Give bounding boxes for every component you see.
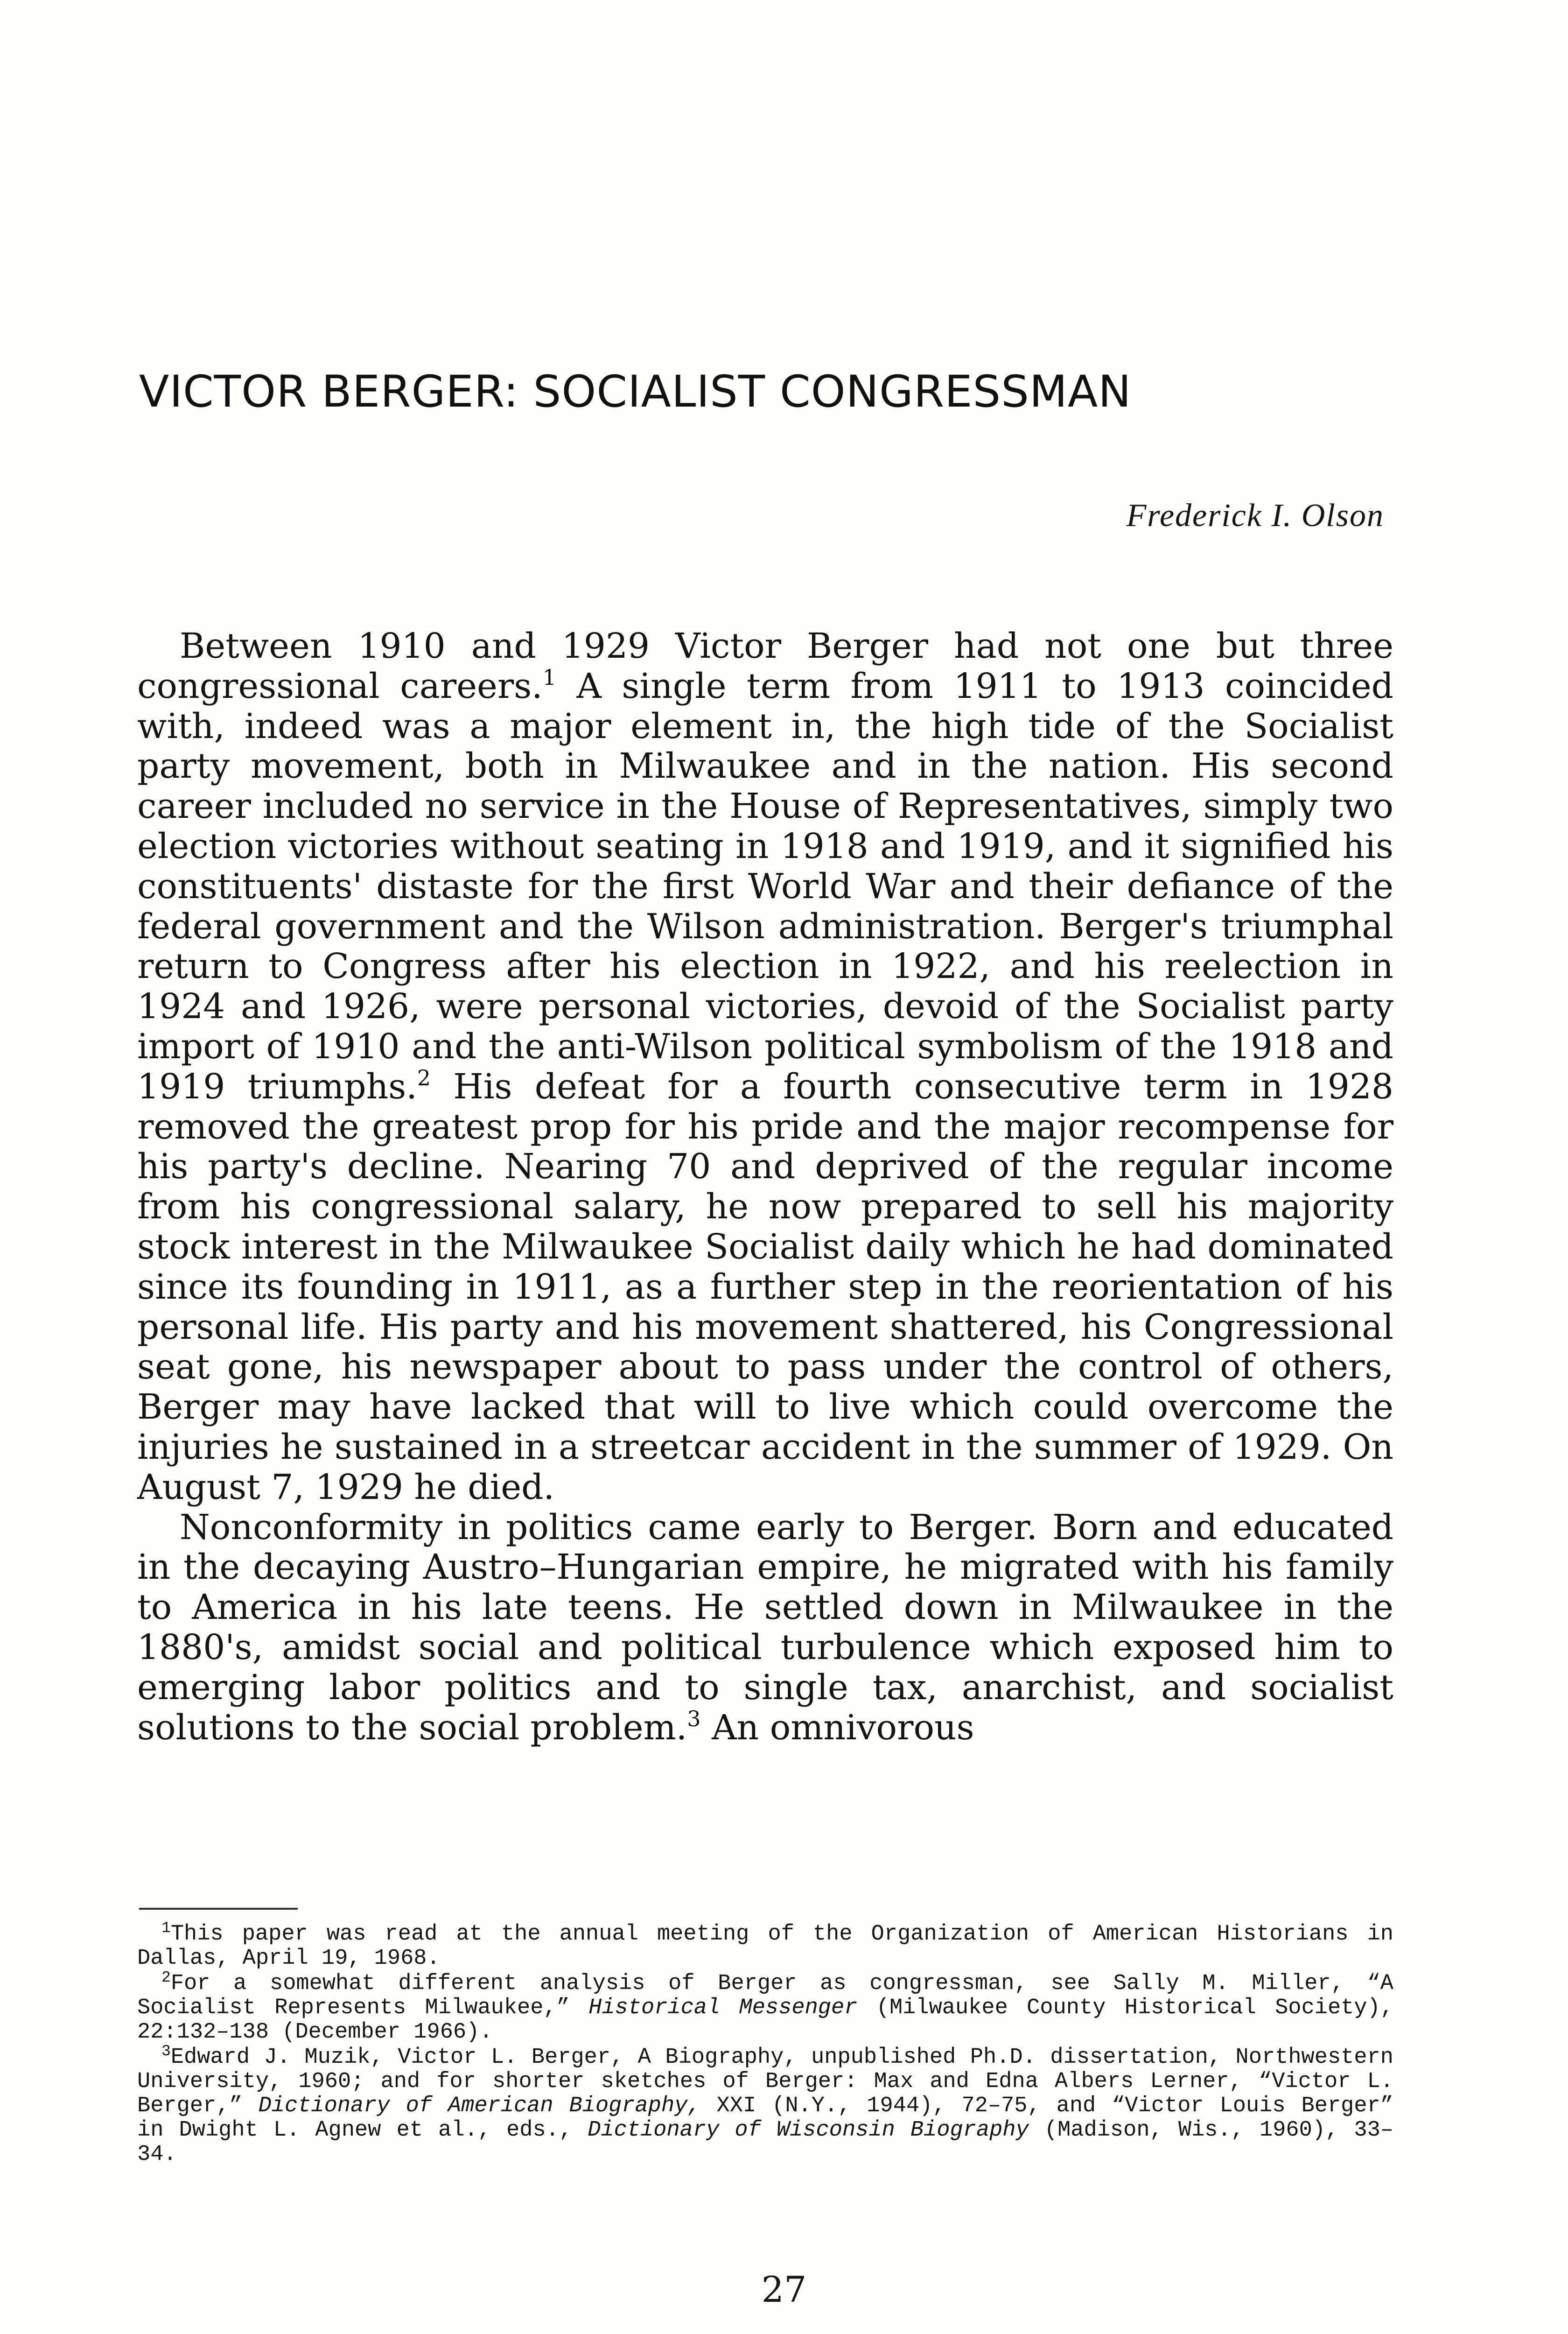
footnote — [137, 1919, 1393, 1971]
paragraph — [137, 1508, 1393, 1748]
footnote-number: 3 — [161, 2043, 171, 2060]
article-title: VICTOR BERGER: SOCIALIST CONGRESSMAN — [139, 366, 1132, 417]
paragraph — [137, 626, 1393, 1508]
text-run: An omnivorous — [700, 1707, 974, 1748]
footnote-divider — [139, 1908, 298, 1910]
footnote-text: This paper was read at the annual meeting of the Organization of American Historians in Dallas, April 19, 1968. — [137, 1922, 1393, 1971]
footnote-text: XXI (N.Y., 1944), 72–75, and “Victor Louis Berger” in Dwight L. Agnew et al., eds., — [137, 2094, 1393, 2143]
footnote-text: Edward J. Muzik, Victor L. Berger, A Biography, unpublished Ph.D. dissertation, Northwestern University, 1960; and for shorter sketches of Berger: Max and Edna Albers Lerner, “Victor L. Berger,” — [137, 2045, 1393, 2118]
footnote — [137, 1969, 1393, 2045]
footnote-text: (Madison, Wis., 1960), 33–34. — [137, 2118, 1393, 2167]
author-name: Frederick I. Olson — [1126, 498, 1384, 534]
publication-title: Dictionary of American Biography, — [258, 2094, 701, 2118]
footnote-number: 2 — [161, 1969, 171, 1986]
article-body — [137, 626, 1393, 1748]
text-run: A single term from 1911 to 1913 coincided with, indeed was a major element in, the high tide of the Socialist party movement, both in Milwaukee and in the nation. His second career included no service in the House of Representatives, simply two election victories without seating in 1918 and 1919, and it signified his constituents' distaste for the first World War and their defiance of the federal government and the Wilson administration. Berger's triumphal return to Congress after his election in 1922, and his reelection in 1924 and 1926, were personal victories, devoid of the Socialist party import of 1910 and the anti-Wilson political symbolism of the 1918 and 1919 triumphs. — [137, 666, 1393, 1107]
footnote-number: 1 — [161, 1919, 171, 1937]
text-run: His defeat for a fourth consecutive term in 1928 removed the greatest prop for his pride and the major recompense for his party's decline. Nearing 70 and deprived of the regular income from his congressional salary, he now prepared to sell his majority stock interest in the Milwaukee Socialist daily which he had dominated since its founding in 1911, as a further step in the reorientation of his personal life. His party and his movement shattered, his Congressional seat gone, his newspaper about to pass under the control of others, Berger may have lacked that will to live which could overcome the injuries he sustained in a streetcar accident in the summer of 1929. On August 7, 1929 he died. — [137, 1066, 1394, 1507]
publication-title: Historical Messenger — [588, 1996, 858, 2020]
text-run: Between 1910 and 1929 Victor Berger had not one but three congressional careers. — [137, 626, 1393, 706]
footnote-ref: 3 — [687, 1706, 701, 1731]
footnote-ref: 1 — [542, 664, 556, 690]
page-number: 27 — [761, 2269, 807, 2310]
footnote-ref: 2 — [417, 1065, 431, 1090]
text-run: Nonconformity in politics came early to Berger. Born and educated in the decaying Austro–Hungarian empire, he migrated with his family to America in his late teens. He settled down in Milwaukee in the 1880's, amidst social and political turbulence which exposed him to emerging labor politics and to single tax, anarchist, and socialist solutions to the social problem. — [137, 1507, 1393, 1748]
footnote-text: For a somewhat different analysis of Berger as congressman, see Sally M. Miller, “A Socialist Represents Milwaukee,” — [137, 1971, 1393, 2020]
footnotes — [137, 1919, 1393, 2168]
footnote-text: (Milwaukee County Historical Society), 22:132–138 (December 1966). — [137, 1996, 1393, 2045]
footnote — [137, 2043, 1393, 2167]
publication-title: Dictionary of Wisconsin Biography — [588, 2118, 1029, 2143]
